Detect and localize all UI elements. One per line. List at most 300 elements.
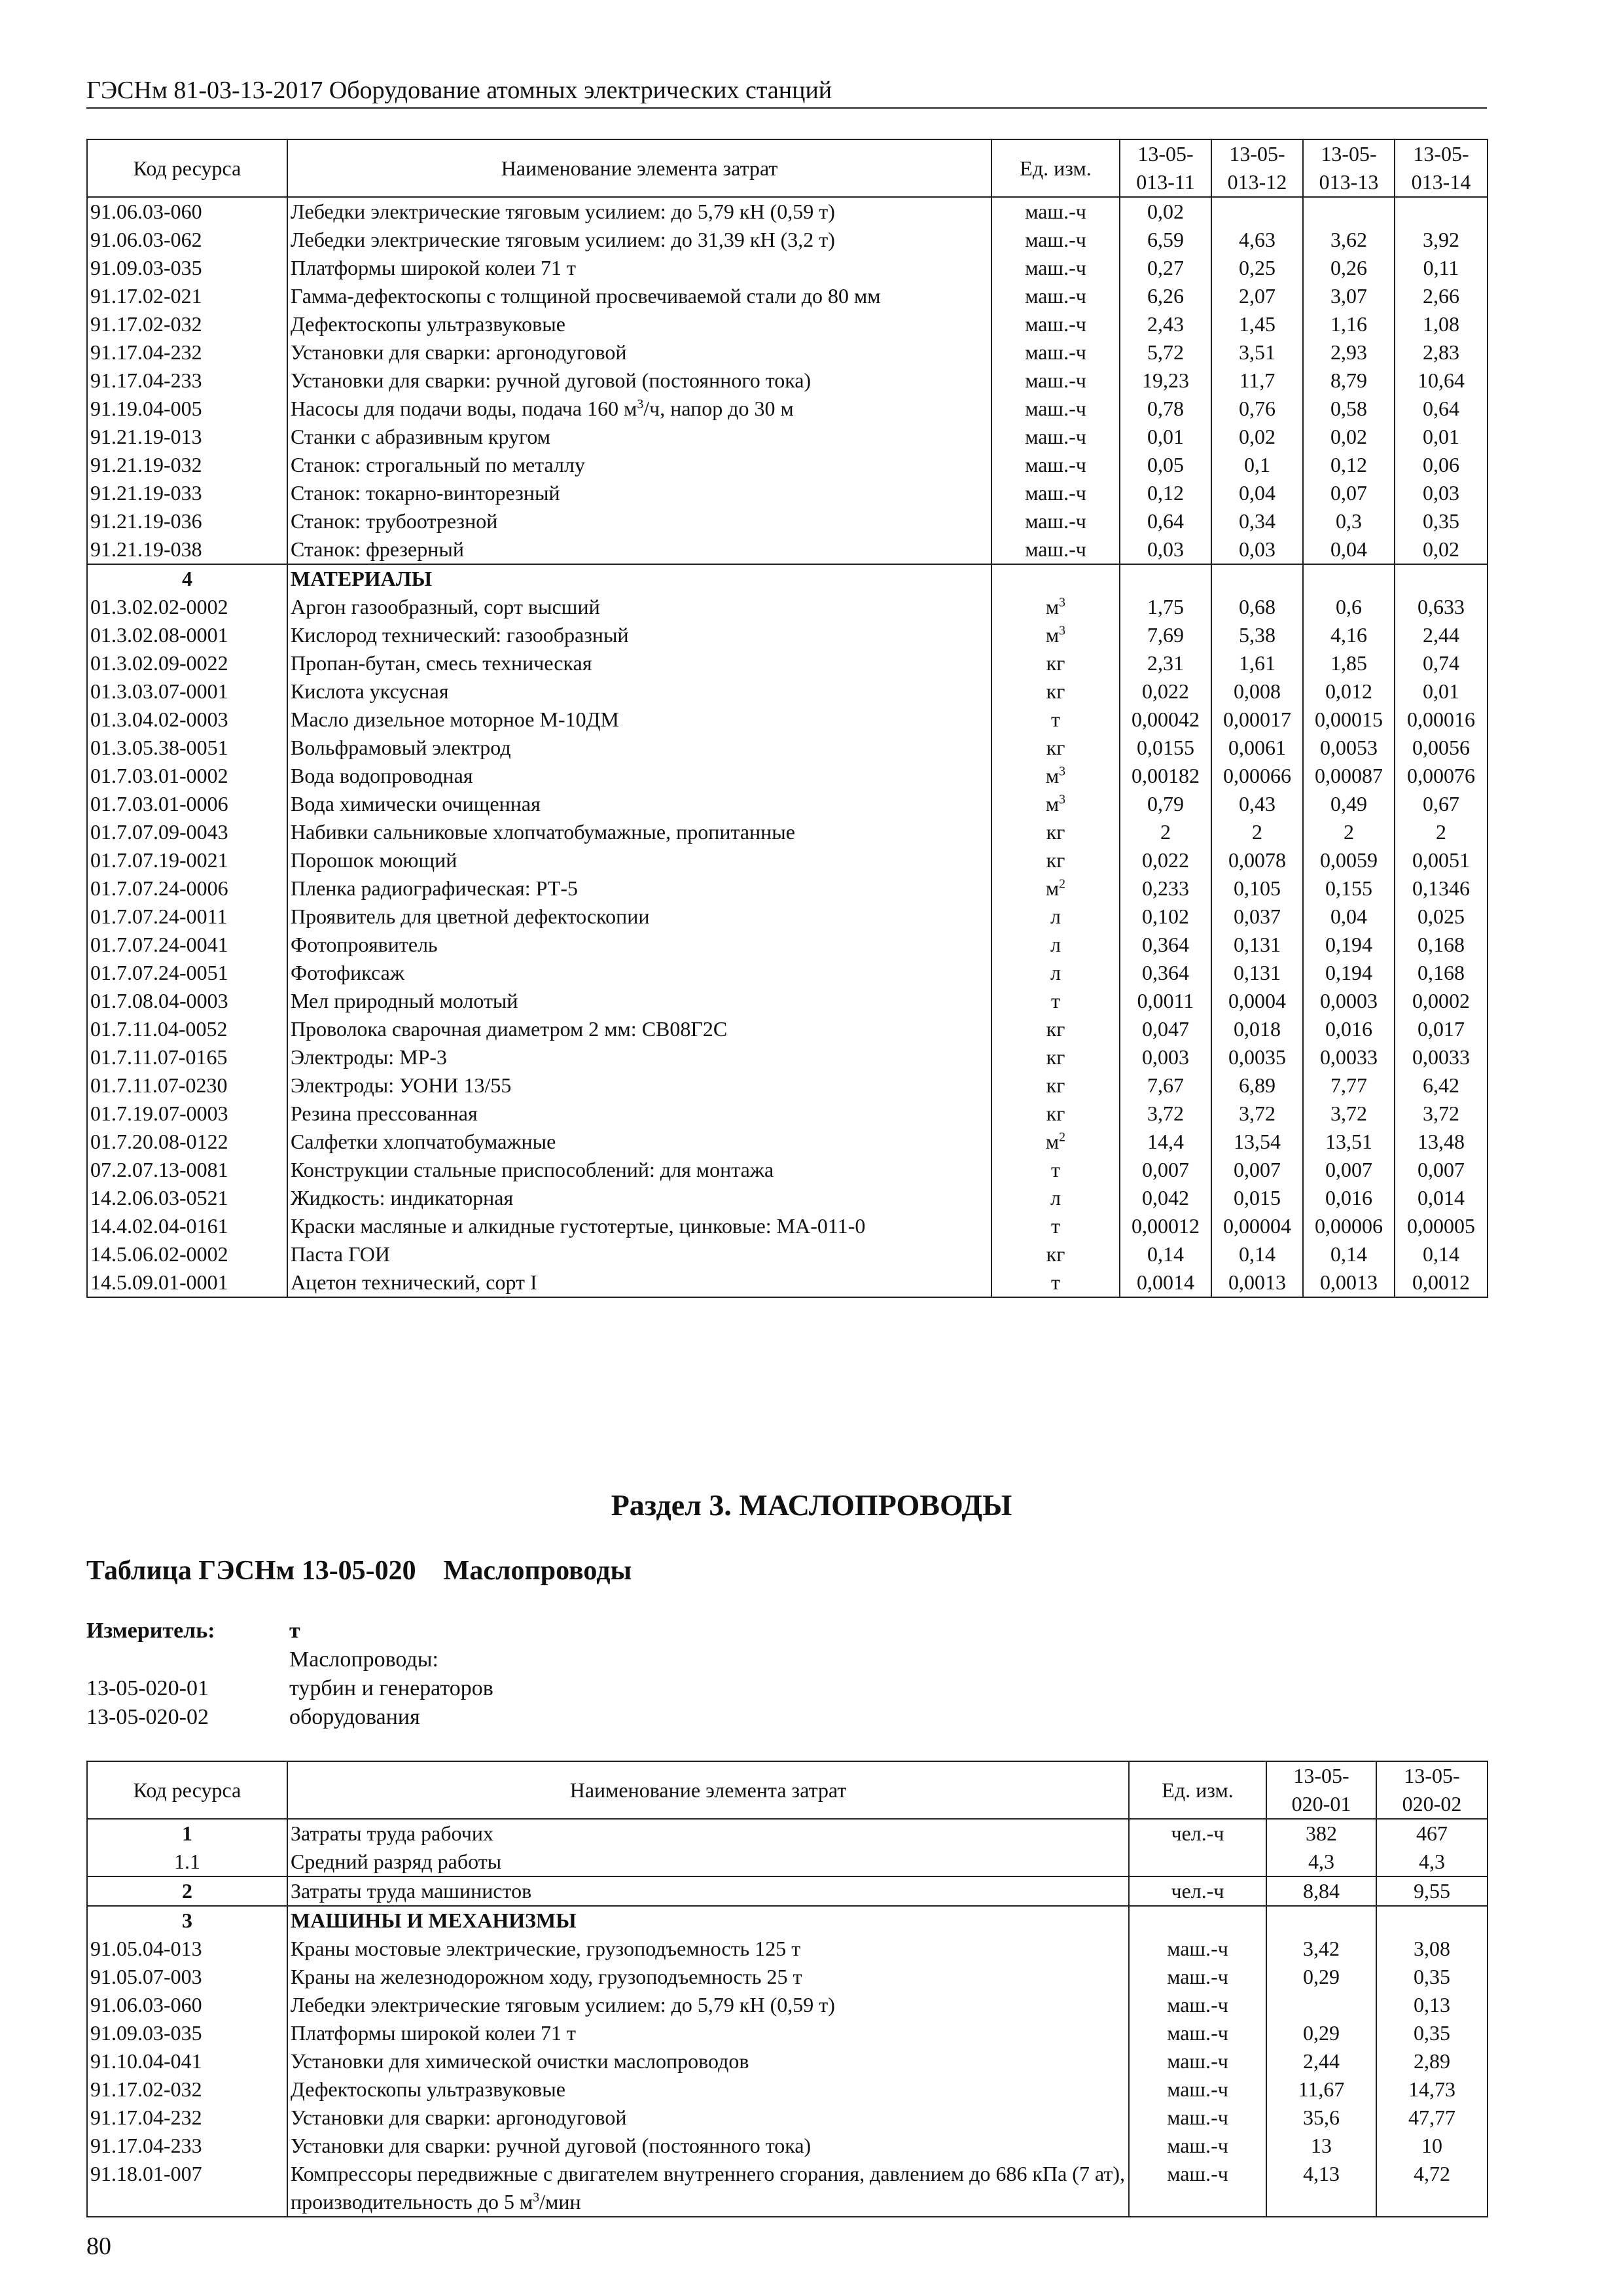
unit: маш.-ч — [991, 338, 1120, 367]
value-cell: 0,76 — [1211, 395, 1303, 423]
unit: $м^3$ — [991, 762, 1120, 790]
cost-element-name: Вода водопроводная — [287, 762, 991, 790]
value-cell: 0,016 — [1303, 1015, 1395, 1043]
cost-element-name: Насосы для подачи воды, подача 160 $м^3/ч$, напор до 30 м — [287, 395, 991, 423]
value-cell: 0,016 — [1303, 1184, 1395, 1212]
value-cell: 0,017 — [1395, 1015, 1488, 1043]
value-cell: 0,04 — [1303, 535, 1395, 564]
value-cell: 2,83 — [1395, 338, 1488, 367]
cost-element-name: Паста ГОИ — [287, 1240, 991, 1268]
cost-element-name: Компрессоры передвижные с двигателем внутреннего сгорания, давлением до 686 кПа (7 ат), производительность до 5 $м^3$/мин — [287, 2160, 1129, 2217]
cost-element-name: Установки для сварки: ручной дуговой (постоянного тока) — [287, 2132, 1129, 2160]
value-cell: 0,03 — [1120, 535, 1211, 564]
value-cell — [1211, 564, 1303, 593]
value-cell: 10 — [1376, 2132, 1488, 2160]
unit: кг — [991, 734, 1120, 762]
table-row — [87, 818, 1488, 846]
value-cell: 2 — [1211, 818, 1303, 846]
unit — [1129, 1906, 1266, 1935]
table-row — [87, 1156, 1488, 1184]
table-row — [87, 479, 1488, 507]
value-cell: 0,35 — [1376, 2019, 1488, 2047]
value-cell: 5,72 — [1120, 338, 1211, 367]
value-cell: 2,07 — [1211, 282, 1303, 310]
value-cell: 0,12 — [1303, 451, 1395, 479]
resource-code: 4 — [87, 564, 287, 593]
value-cell: 0,03 — [1395, 479, 1488, 507]
value-cell: 0,0033 — [1303, 1043, 1395, 1071]
resource-code: 91.21.19-038 — [87, 535, 287, 564]
value-cell: 0,233 — [1120, 874, 1211, 903]
cost-element-name: Проволока сварочная диаметром 2 мм: СВ08Г2С — [287, 1015, 991, 1043]
value-cell: 0,0014 — [1120, 1268, 1211, 1297]
resource-code: 01.7.11.04-0052 — [87, 1015, 287, 1043]
meter-item-text: оборудования — [289, 1705, 420, 1729]
cost-element-name: Салфетки хлопчатобумажные — [287, 1128, 991, 1156]
value-cell: 1,16 — [1303, 310, 1395, 338]
value-cell — [1303, 197, 1395, 226]
unit: маш.-ч — [1129, 2160, 1266, 2217]
value-cell: 8,84 — [1266, 1876, 1376, 1906]
unit: $м^3$ — [991, 593, 1120, 621]
column-header: Наименование элемента затрат — [287, 1761, 1129, 1819]
cost-element-name: Кислород технический: газообразный — [287, 621, 991, 649]
table-row — [87, 1184, 1488, 1212]
value-cell: 2 — [1303, 818, 1395, 846]
resource-code: 01.7.20.08-0122 — [87, 1128, 287, 1156]
resource-code: 01.7.19.07-0003 — [87, 1100, 287, 1128]
table-row — [87, 2160, 1488, 2217]
value-cell: 0,0059 — [1303, 846, 1395, 874]
value-cell — [1266, 1991, 1376, 2019]
table-row — [87, 1963, 1488, 1991]
value-cell: 4,63 — [1211, 226, 1303, 254]
table-row — [87, 507, 1488, 535]
cost-element-name: Средний разряд работы — [287, 1848, 1129, 1876]
table-row — [87, 564, 1488, 593]
value-cell: 0,02 — [1395, 535, 1488, 564]
value-cell: 0,025 — [1395, 903, 1488, 931]
value-cell: 0,00042 — [1120, 706, 1211, 734]
table-row — [87, 734, 1488, 762]
value-cell: 0,0011 — [1120, 987, 1211, 1015]
value-cell: 0,168 — [1395, 931, 1488, 959]
cost-element-name: Дефектоскопы ультразвуковые — [287, 2075, 1129, 2104]
resource-table-020 — [86, 1761, 1488, 2217]
value-cell — [1120, 564, 1211, 593]
resource-code: 91.17.04-232 — [87, 338, 287, 367]
value-cell: 0,0051 — [1395, 846, 1488, 874]
table-row — [87, 1876, 1488, 1906]
column-header: 13-05- 013-11 — [1120, 139, 1211, 197]
value-cell: 0,0012 — [1395, 1268, 1488, 1297]
unit: маш.-ч — [991, 254, 1120, 282]
value-cell: 2,44 — [1266, 2047, 1376, 2075]
unit: чел.-ч — [1129, 1819, 1266, 1848]
value-cell: 0,49 — [1303, 790, 1395, 818]
value-cell: 7,67 — [1120, 1071, 1211, 1100]
table-row — [87, 593, 1488, 621]
cost-element-name: МАТЕРИАЛЫ — [287, 564, 991, 593]
cost-element-name: Станок: токарно-винторезный — [287, 479, 991, 507]
value-cell — [1395, 197, 1488, 226]
resource-code: 01.3.05.38-0051 — [87, 734, 287, 762]
value-cell: 2,66 — [1395, 282, 1488, 310]
table-row — [87, 1991, 1488, 2019]
table-row — [87, 1240, 1488, 1268]
unit: маш.-ч — [991, 395, 1120, 423]
cost-element-name: Станки с абразивным кругом — [287, 423, 991, 451]
table-row — [87, 1043, 1488, 1071]
cost-element-name: Дефектоскопы ультразвуковые — [287, 310, 991, 338]
value-cell: 0,131 — [1211, 959, 1303, 987]
cost-element-name: Лебедки электрические тяговым усилием: до 5,79 кН (0,59 т) — [287, 1991, 1129, 2019]
value-cell: 1,08 — [1395, 310, 1488, 338]
value-cell: 0,003 — [1120, 1043, 1211, 1071]
value-cell: 0,43 — [1211, 790, 1303, 818]
cost-element-name: Установки для сварки: ручной дуговой (постоянного тока) — [287, 367, 991, 395]
value-cell: 0,0004 — [1211, 987, 1303, 1015]
value-cell: 0,58 — [1303, 395, 1395, 423]
cost-element-name: Конструкции стальные приспособлений: для монтажа — [287, 1156, 991, 1184]
unit — [991, 564, 1120, 593]
cost-element-name: Жидкость: индикаторная — [287, 1184, 991, 1212]
value-cell: 0,12 — [1120, 479, 1211, 507]
resource-code: 01.3.03.07-0001 — [87, 677, 287, 706]
resource-code: 91.19.04-005 — [87, 395, 287, 423]
table-row — [87, 1268, 1488, 1297]
table-row — [87, 959, 1488, 987]
value-cell: 3,72 — [1303, 1100, 1395, 1128]
value-cell: 0,02 — [1120, 197, 1211, 226]
value-cell: 0,04 — [1303, 903, 1395, 931]
resource-code: 1 — [87, 1819, 287, 1848]
unit: маш.-ч — [991, 423, 1120, 451]
cost-element-name: Платформы широкой колеи 71 т — [287, 2019, 1129, 2047]
table-row — [87, 367, 1488, 395]
resource-code: 14.5.06.02-0002 — [87, 1240, 287, 1268]
resource-code: 91.17.02-021 — [87, 282, 287, 310]
cost-element-name: Установки для химической очистки маслопроводов — [287, 2047, 1129, 2075]
unit: маш.-ч — [991, 479, 1120, 507]
value-cell: 0,014 — [1395, 1184, 1488, 1212]
table-row — [87, 1128, 1488, 1156]
table-row — [87, 2019, 1488, 2047]
value-cell: 0,00016 — [1395, 706, 1488, 734]
value-cell: 0,00015 — [1303, 706, 1395, 734]
unit: маш.-ч — [1129, 1935, 1266, 1963]
unit: кг — [991, 1240, 1120, 1268]
value-cell: 0,0035 — [1211, 1043, 1303, 1071]
resource-code: 91.06.03-060 — [87, 1991, 287, 2019]
column-header: Ед. изм. — [991, 139, 1120, 197]
value-cell: 9,55 — [1376, 1876, 1488, 1906]
value-cell: 3,08 — [1376, 1935, 1488, 1963]
table-row — [87, 226, 1488, 254]
value-cell: 4,16 — [1303, 621, 1395, 649]
unit: л — [991, 931, 1120, 959]
unit: кг — [991, 846, 1120, 874]
cost-element-name: Станок: фрезерный — [287, 535, 991, 564]
value-cell: 0,05 — [1120, 451, 1211, 479]
value-cell: 5,38 — [1211, 621, 1303, 649]
value-cell: 0,13 — [1376, 1991, 1488, 2019]
column-header: Ед. изм. — [1129, 1761, 1266, 1819]
unit: т — [991, 987, 1120, 1015]
unit: л — [991, 959, 1120, 987]
unit: т — [991, 706, 1120, 734]
value-cell — [1303, 564, 1395, 593]
value-cell: 0,00087 — [1303, 762, 1395, 790]
value-cell: 3,62 — [1303, 226, 1395, 254]
value-cell: 2,44 — [1395, 621, 1488, 649]
resource-code: 91.21.19-033 — [87, 479, 287, 507]
value-cell: 3,92 — [1395, 226, 1488, 254]
resource-code: 91.18.01-007 — [87, 2160, 287, 2217]
value-cell: 0,015 — [1211, 1184, 1303, 1212]
value-cell: 2 — [1120, 818, 1211, 846]
table-row — [87, 1906, 1488, 1935]
resource-code: 07.2.07.13-0081 — [87, 1156, 287, 1184]
value-cell: 0,131 — [1211, 931, 1303, 959]
value-cell: 0,64 — [1120, 507, 1211, 535]
unit: кг — [991, 677, 1120, 706]
value-cell: 0,74 — [1395, 649, 1488, 677]
unit: л — [991, 903, 1120, 931]
value-cell — [1266, 1906, 1376, 1935]
value-cell: 0,007 — [1120, 1156, 1211, 1184]
cost-element-name: Набивки сальниковые хлопчатобумажные, пропитанные — [287, 818, 991, 846]
value-cell: 1,61 — [1211, 649, 1303, 677]
cost-element-name: Кислота уксусная — [287, 677, 991, 706]
resource-code: 2 — [87, 1876, 287, 1906]
value-cell: 0,04 — [1211, 479, 1303, 507]
cost-element-name: Установки для сварки: аргонодуговой — [287, 2104, 1129, 2132]
resource-code: 91.17.04-232 — [87, 2104, 287, 2132]
value-cell: 382 — [1266, 1819, 1376, 1848]
value-cell: 14,4 — [1120, 1128, 1211, 1156]
resource-code: 01.3.02.02-0002 — [87, 593, 287, 621]
resource-code: 01.7.07.24-0006 — [87, 874, 287, 903]
unit: $м^3$ — [991, 790, 1120, 818]
cost-element-name: Краски масляные и алкидные густотертые, цинковые: МА-011-0 — [287, 1212, 991, 1240]
resource-code: 01.3.02.08-0001 — [87, 621, 287, 649]
value-cell: 0,105 — [1211, 874, 1303, 903]
cost-element-name: Электроды: УОНИ 13/55 — [287, 1071, 991, 1100]
value-cell: 13,48 — [1395, 1128, 1488, 1156]
value-cell: 0,00076 — [1395, 762, 1488, 790]
value-cell: 0,194 — [1303, 959, 1395, 987]
value-cell: 0,0033 — [1395, 1043, 1488, 1071]
value-cell: 4,13 — [1266, 2160, 1376, 2217]
resource-code: 91.05.04-013 — [87, 1935, 287, 1963]
cost-element-name: Фотопроявитель — [287, 931, 991, 959]
value-cell: 0,14 — [1211, 1240, 1303, 1268]
value-cell: 3,51 — [1211, 338, 1303, 367]
value-cell: 3,72 — [1120, 1100, 1211, 1128]
value-cell: 4,72 — [1376, 2160, 1488, 2217]
resource-code: 91.21.19-013 — [87, 423, 287, 451]
value-cell: 14,73 — [1376, 2075, 1488, 2104]
cost-element-name: Краны на железнодорожном ходу, грузоподъемность 25 т — [287, 1963, 1129, 1991]
value-cell: 0,11 — [1395, 254, 1488, 282]
resource-code: 91.21.19-032 — [87, 451, 287, 479]
value-cell: 0,0013 — [1303, 1268, 1395, 1297]
cost-element-name: Порошок моющий — [287, 846, 991, 874]
value-cell: 0,1346 — [1395, 874, 1488, 903]
value-cell: 6,42 — [1395, 1071, 1488, 1100]
unit: маш.-ч — [991, 282, 1120, 310]
table-row — [87, 621, 1488, 649]
value-cell: 6,89 — [1211, 1071, 1303, 1100]
value-cell: 3,72 — [1395, 1100, 1488, 1128]
cost-element-name: Гамма-дефектоскопы с толщиной просвечиваемой стали до 80 мм — [287, 282, 991, 310]
table-row — [87, 2132, 1488, 2160]
unit: маш.-ч — [991, 535, 1120, 564]
column-header: Код ресурса — [87, 1761, 287, 1819]
cost-element-name: Мел природный молотый — [287, 987, 991, 1015]
cost-element-name: Электроды: МР-3 — [287, 1043, 991, 1071]
table-row — [87, 2047, 1488, 2075]
cost-element-name: Резина прессованная — [287, 1100, 991, 1128]
value-cell: 0,78 — [1120, 395, 1211, 423]
value-cell: 7,69 — [1120, 621, 1211, 649]
resource-code: 91.17.02-032 — [87, 2075, 287, 2104]
value-cell: 0,26 — [1303, 254, 1395, 282]
column-header: 13-05- 013-14 — [1395, 139, 1488, 197]
unit: кг — [991, 1071, 1120, 1100]
value-cell: 0,01 — [1120, 423, 1211, 451]
value-cell: 1,85 — [1303, 649, 1395, 677]
cost-element-name: Затраты труда машинистов — [287, 1876, 1129, 1906]
value-cell: 0,35 — [1376, 1963, 1488, 1991]
value-cell: 0,67 — [1395, 790, 1488, 818]
table-row — [87, 931, 1488, 959]
cost-element-name: Лебедки электрические тяговым усилием: до 31,39 кН (3,2 т) — [287, 226, 991, 254]
resource-code: 1.1 — [87, 1848, 287, 1876]
value-cell: 4,3 — [1376, 1848, 1488, 1876]
resource-code: 01.7.03.01-0002 — [87, 762, 287, 790]
column-header: Код ресурса — [87, 139, 287, 197]
resource-code: 01.3.02.09-0022 — [87, 649, 287, 677]
meter-value: т — [289, 1619, 300, 1643]
value-cell: 0,047 — [1120, 1015, 1211, 1043]
value-cell: 0,02 — [1303, 423, 1395, 451]
unit — [1129, 1848, 1266, 1876]
resource-code: 01.7.07.24-0051 — [87, 959, 287, 987]
value-cell: 0,0053 — [1303, 734, 1395, 762]
table-row — [87, 338, 1488, 367]
column-header: 13-05- 013-12 — [1211, 139, 1303, 197]
table-row — [87, 1848, 1488, 1876]
value-cell: 0,00012 — [1120, 1212, 1211, 1240]
unit: маш.-ч — [991, 226, 1120, 254]
cost-element-name: Фотофиксаж — [287, 959, 991, 987]
resource-code: 91.09.03-035 — [87, 254, 287, 282]
resource-code: 14.2.06.03-0521 — [87, 1184, 287, 1212]
value-cell: 0,364 — [1120, 931, 1211, 959]
unit: $м^2$ — [991, 1128, 1120, 1156]
value-cell: 0,0155 — [1120, 734, 1211, 762]
value-cell: 0,0078 — [1211, 846, 1303, 874]
value-cell: 2,43 — [1120, 310, 1211, 338]
value-cell — [1395, 564, 1488, 593]
value-cell: 0,29 — [1266, 1963, 1376, 1991]
unit: маш.-ч — [1129, 2047, 1266, 2075]
value-cell: 0,008 — [1211, 677, 1303, 706]
resource-code: 01.7.08.04-0003 — [87, 987, 287, 1015]
meter-item-code: 13-05-020-02 — [86, 1705, 209, 1729]
value-cell: 0,633 — [1395, 593, 1488, 621]
value-cell: 3,72 — [1211, 1100, 1303, 1128]
unit: чел.-ч — [1129, 1876, 1266, 1906]
value-cell: 3,07 — [1303, 282, 1395, 310]
table-row — [87, 282, 1488, 310]
cost-element-name: Лебедки электрические тяговым усилием: до 5,79 кН (0,59 т) — [287, 197, 991, 226]
value-cell: 10,64 — [1395, 367, 1488, 395]
value-cell: 0,00005 — [1395, 1212, 1488, 1240]
value-cell: 0,29 — [1266, 2019, 1376, 2047]
value-cell: 0,364 — [1120, 959, 1211, 987]
value-cell: 0,00017 — [1211, 706, 1303, 734]
cost-element-name: Проявитель для цветной дефектоскопии — [287, 903, 991, 931]
value-cell: 0,6 — [1303, 593, 1395, 621]
value-cell: 0,0002 — [1395, 987, 1488, 1015]
resource-code: 91.21.19-036 — [87, 507, 287, 535]
value-cell: 47,77 — [1376, 2104, 1488, 2132]
value-cell: 0,00182 — [1120, 762, 1211, 790]
table-row — [87, 790, 1488, 818]
value-cell: 11,7 — [1211, 367, 1303, 395]
resource-code: 14.4.02.04-0161 — [87, 1212, 287, 1240]
value-cell: 13 — [1266, 2132, 1376, 2160]
resource-code: 91.09.03-035 — [87, 2019, 287, 2047]
resource-code: 01.7.11.07-0165 — [87, 1043, 287, 1071]
table-row — [87, 1100, 1488, 1128]
resource-code: 01.7.07.19-0021 — [87, 846, 287, 874]
resource-code: 91.05.07-003 — [87, 1963, 287, 1991]
value-cell: 0,042 — [1120, 1184, 1211, 1212]
cost-element-name: МАШИНЫ И МЕХАНИЗМЫ — [287, 1906, 1129, 1935]
value-cell — [1376, 1906, 1488, 1935]
resource-code: 91.10.04-041 — [87, 2047, 287, 2075]
value-cell: 0,00006 — [1303, 1212, 1395, 1240]
table-row — [87, 1071, 1488, 1100]
value-cell: 0,07 — [1303, 479, 1395, 507]
value-cell: 0,007 — [1303, 1156, 1395, 1184]
value-cell: 0,14 — [1395, 1240, 1488, 1268]
unit: т — [991, 1212, 1120, 1240]
value-cell: 0,0013 — [1211, 1268, 1303, 1297]
resource-code: 01.7.07.24-0041 — [87, 931, 287, 959]
value-cell: 0,037 — [1211, 903, 1303, 931]
unit: маш.-ч — [1129, 1963, 1266, 1991]
column-header: 13-05- 013-13 — [1303, 139, 1395, 197]
resource-table-013 — [86, 139, 1488, 1298]
cost-element-name: Масло дизельное моторное М-10ДМ — [287, 706, 991, 734]
table-row — [87, 987, 1488, 1015]
unit: маш.-ч — [991, 367, 1120, 395]
value-cell: 0,01 — [1395, 423, 1488, 451]
value-cell: 0,03 — [1211, 535, 1303, 564]
table-row — [87, 451, 1488, 479]
resource-code: 91.17.04-233 — [87, 367, 287, 395]
value-cell: 0,194 — [1303, 931, 1395, 959]
value-cell: 0,35 — [1395, 507, 1488, 535]
value-cell: 0,02 — [1211, 423, 1303, 451]
value-cell: 2 — [1395, 818, 1488, 846]
value-cell: 0,68 — [1211, 593, 1303, 621]
